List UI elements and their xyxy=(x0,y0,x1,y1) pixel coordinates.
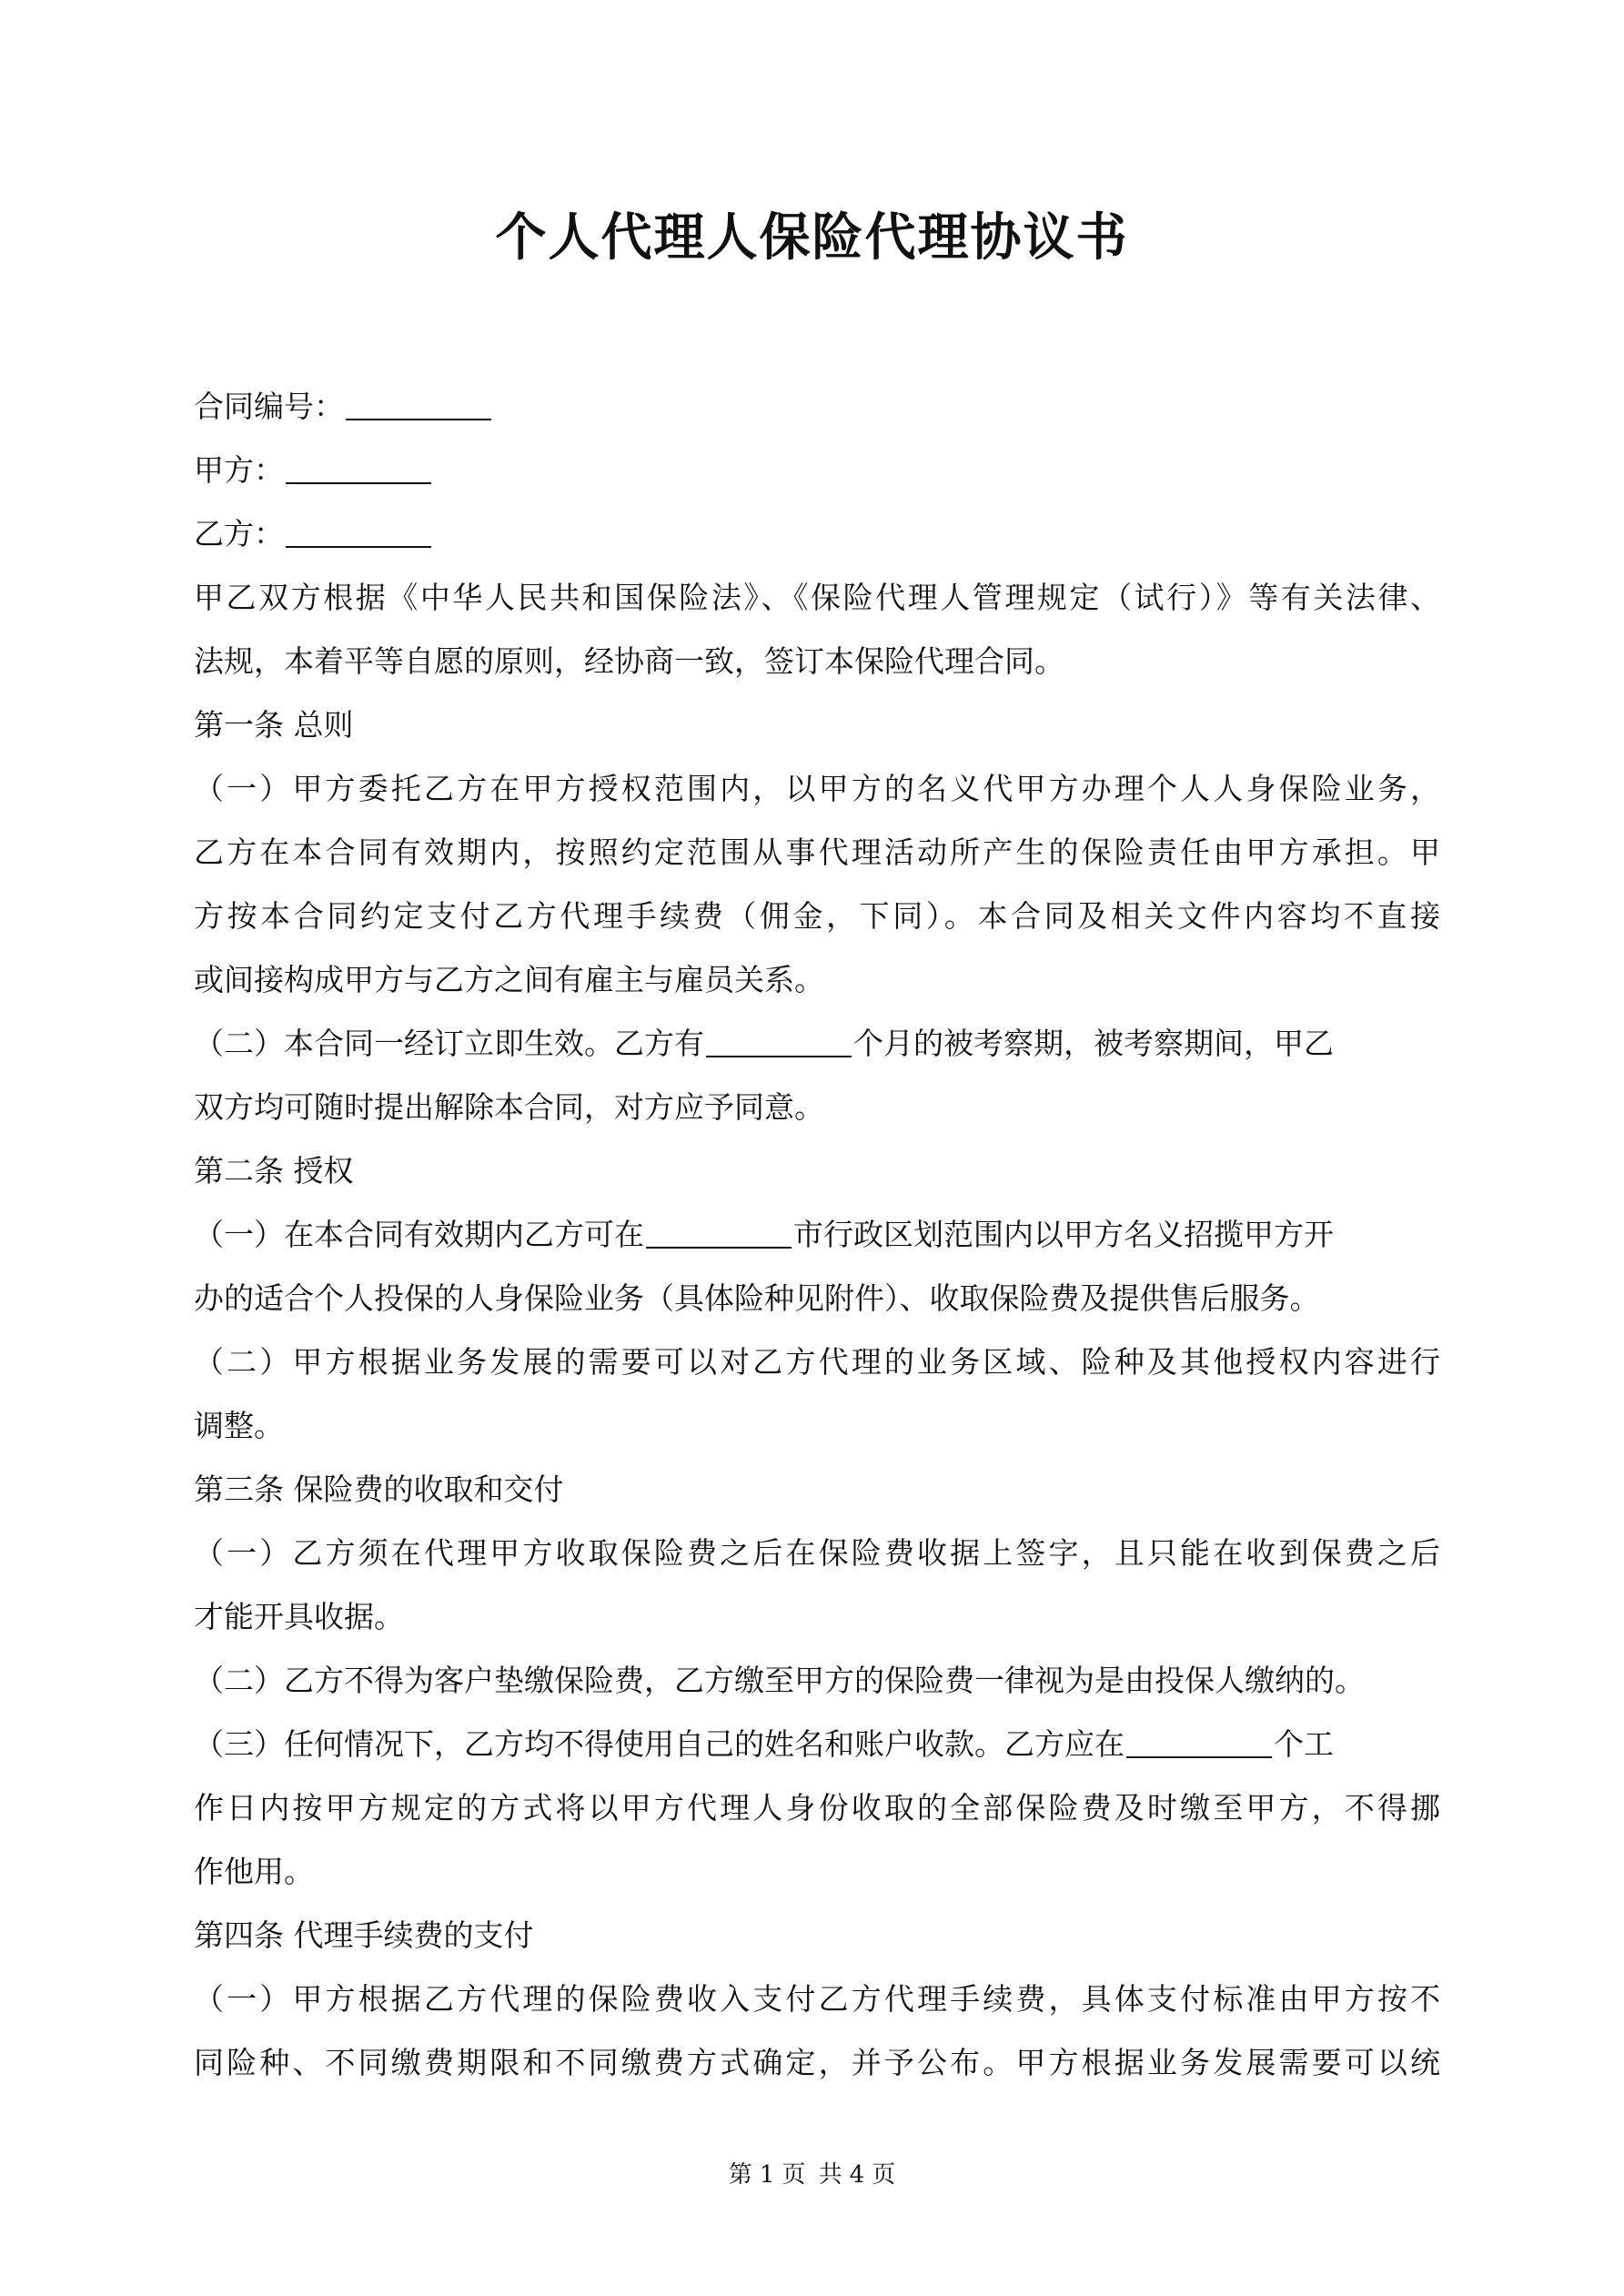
current-page-number: 1 xyxy=(759,2161,775,2189)
page-footer: 第 1 页 共 4 页 xyxy=(728,2161,896,2189)
article-3-para-1-line: （一）乙方须在代理甲方收取保险费之后在保险费收据上签字，且只能在收到保费之后 xyxy=(194,1535,1440,1571)
probation-months-blank xyxy=(706,1028,852,1057)
city-blank xyxy=(646,1219,792,1249)
total-pages-number: 4 xyxy=(849,2161,865,2189)
party-a-blank xyxy=(286,455,431,484)
party-b-field: 乙方： xyxy=(194,502,1440,566)
article-4-heading: 第四条 代理手续费的支付 xyxy=(194,1917,534,1953)
article-1-para-1-line: （一）甲方委托乙方在甲方授权范围内，以甲方的名义代甲方办理个人人身保险业务， xyxy=(194,771,1440,806)
article-2-heading: 第二条 授权 xyxy=(194,1153,354,1188)
article-1-para-2-line: （二）本合同一经订立即生效。乙方有 个月的被考察期，被考察期间，甲乙 xyxy=(194,1026,1334,1061)
article-2-para-2-line: （二）甲方根据业务发展的需要可以对乙方代理的业务区域、险种及其他授权内容进行 xyxy=(194,1344,1440,1380)
article-2-para-1-line: 办的适合个人投保的人身保险业务（具体险种见附件）、收取保险费及提供售后服务。 xyxy=(194,1280,1320,1316)
article-3-para-3-line: 作日内按甲方规定的方式将以甲方代理人身份收取的全部保险费及时缴至甲方，不得挪 xyxy=(194,1790,1440,1826)
article-1-para-2-line: 双方均可随时提出解除本合同，对方应予同意。 xyxy=(194,1089,824,1125)
article-1-para-1-line: 乙方在本合同有效期内，按照约定范围从事代理活动所产生的保险责任由甲方承担。甲 xyxy=(194,834,1440,870)
article-3-para-2-line: （二）乙方不得为客户垫缴保险费，乙方缴至甲方的保险费一律视为是由投保人缴纳的。 xyxy=(194,1663,1365,1698)
document-title: 个人代理人保险代理协议书 xyxy=(495,207,1129,268)
article-3-para-1-line: 才能开具收据。 xyxy=(194,1599,404,1634)
article-4-para-1-line: （一）甲方根据乙方代理的保险费收入支付乙方代理手续费，具体支付标准由甲方按不 xyxy=(194,1981,1440,2017)
document-body xyxy=(194,375,1440,2095)
party-b-blank xyxy=(286,519,431,548)
intro-line: 法规，本着平等自愿的原则，经协商一致，签订本保险代理合同。 xyxy=(194,643,1064,679)
article-3-para-3-line: 作他用。 xyxy=(194,1854,314,1889)
article-3-para-3-line: （三）任何情况下，乙方均不得使用自己的姓名和账户收款。乙方应在 个工 xyxy=(194,1726,1334,1762)
article-1-heading: 第一条 总则 xyxy=(194,707,354,743)
article-2-para-1-line: （一）在本合同有效期内乙方可在 市行政区划范围内以甲方名义招揽甲方开 xyxy=(194,1217,1334,1252)
article-4-para-1-line: 同险种、不同缴费期限和不同缴费方式确定，并予公布。甲方根据业务发展需要可以统 xyxy=(194,2045,1440,2080)
workdays-blank xyxy=(1126,1729,1272,1758)
article-1-para-1-line: 方按本合同约定支付乙方代理手续费（佣金，下同）。本合同及相关文件内容均不直接 xyxy=(194,898,1440,934)
article-1-para-1-line: 或间接构成甲方与乙方之间有雇主与雇员关系。 xyxy=(194,962,824,997)
article-2-para-2-line: 调整。 xyxy=(194,1408,284,1443)
contract-number-blank xyxy=(346,391,491,420)
party-a-field: 甲方： xyxy=(194,439,1440,502)
contract-number-field: 合同编号： xyxy=(194,375,1440,439)
article-3-heading: 第三条 保险费的收取和交付 xyxy=(194,1472,564,1507)
intro-line: 甲乙双方根据《中华人民共和国保险法》、《保险代理人管理规定（试行）》等有关法律、 xyxy=(194,580,1440,615)
